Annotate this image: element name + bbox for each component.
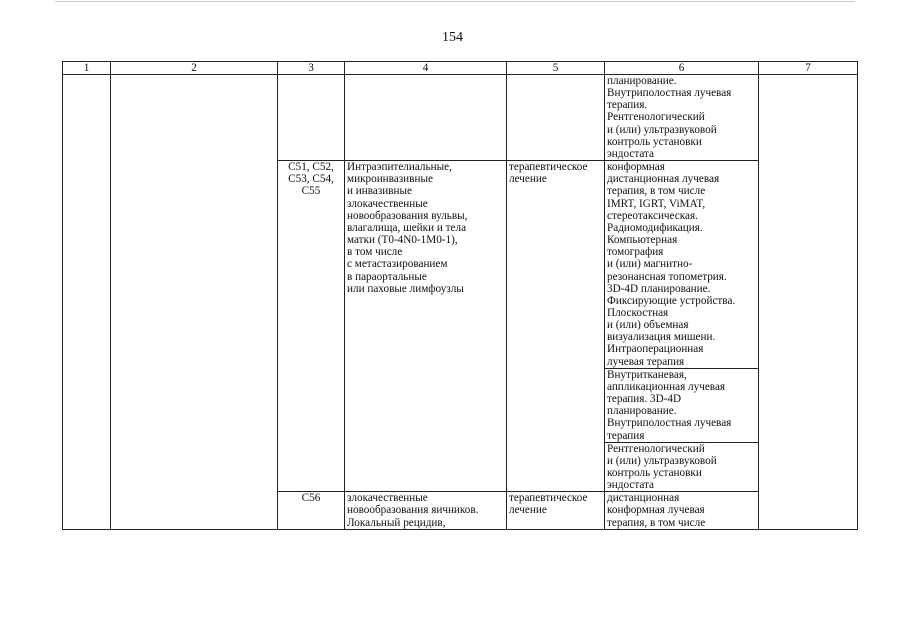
treatment-cell (507, 161, 605, 492)
text-line: Локальный рецидив, (347, 516, 446, 529)
text-line: Плоскостная (607, 306, 669, 319)
table-row (63, 75, 858, 161)
code-cell (278, 75, 345, 161)
text-line: Внутриполостная лучевая (607, 417, 732, 430)
code-cell (278, 492, 345, 529)
column-header: 7 (759, 62, 858, 75)
text-line: Интраэпителиальные, (347, 161, 452, 174)
text-line: злокачественные (347, 492, 428, 505)
text-line: стереотаксическая. (607, 209, 698, 222)
text-line: Внутриполостная лучевая (607, 87, 732, 100)
text-line: Фиксирующие устройства. (607, 294, 736, 307)
code-cell (278, 161, 345, 492)
text-line: томография (607, 246, 664, 259)
text-line: и (или) ультразвуковой (607, 454, 717, 467)
code-line: C53, C54, (288, 173, 334, 186)
treatment-cell (507, 492, 605, 529)
text-line: и (или) объемная (607, 319, 689, 332)
method-cell (605, 442, 759, 492)
method-cell (605, 161, 759, 369)
text-line: резонансная топометрия. (607, 270, 727, 283)
col1-cell (63, 75, 111, 530)
diagnosis-cell (345, 75, 507, 161)
text-line: дистанционная (607, 492, 680, 505)
text-line: терапия, в том числе (607, 185, 706, 198)
text-line: конформная лучевая (607, 504, 705, 517)
text-line: терапия (607, 429, 645, 442)
text-line: матки (T0-4N0-1M0-1), (347, 234, 458, 247)
text-line: с метастазированием (347, 258, 448, 271)
text-line: в том числе (347, 246, 403, 259)
text-line: новообразования яичников. (347, 504, 479, 517)
text-line: визуализация мишени. (607, 331, 716, 344)
text-line: Рентгенологический (607, 442, 705, 455)
col7-cell (759, 75, 858, 530)
col2-cell (111, 75, 278, 530)
column-header: 2 (111, 62, 278, 75)
text-line: контроль установки (607, 135, 702, 148)
text-line: эндостата (607, 479, 655, 492)
column-header: 5 (507, 62, 605, 75)
text-line: и инвазивные (347, 185, 413, 198)
text-line: злокачественные (347, 197, 428, 210)
method-cell (605, 368, 759, 442)
text-line: микроинвазивные (347, 173, 433, 186)
text-line: или паховые лимфоузлы (347, 282, 464, 295)
column-header: 3 (278, 62, 345, 75)
column-header: 6 (605, 62, 759, 75)
text-line: влагалища, шейки и тела (347, 221, 467, 234)
text-line: терапевтическое (509, 492, 588, 505)
text-line: Внутритканевая, (607, 368, 687, 381)
text-line: IMRT, IGRT, ViMAT, (607, 197, 706, 210)
text-line: и (или) магнитно- (607, 258, 693, 271)
top-rule (55, 1, 855, 2)
text-line: Интраоперационная (607, 343, 704, 356)
column-number-row (63, 62, 858, 75)
method-cell (605, 492, 759, 529)
text-line: дистанционная лучевая (607, 173, 720, 186)
text-line: конформная (607, 161, 665, 174)
text-line: планирование. (607, 405, 677, 418)
code-line: C55 (301, 185, 321, 198)
text-line: терапия. (607, 99, 648, 112)
column-header: 4 (345, 62, 507, 75)
page-number: 154 (442, 30, 463, 45)
method-cell (605, 75, 759, 161)
text-line: лечение (509, 504, 547, 517)
text-line: и (или) ультразвуковой (607, 123, 717, 136)
text-line: лучевая терапия (607, 355, 685, 368)
code-line: C56 (301, 492, 321, 505)
text-line: Радиомодификация. (607, 221, 703, 234)
text-line: аппликационная лучевая (607, 380, 726, 393)
text-line: планирование. (607, 75, 677, 87)
text-line: 3D-4D планирование. (607, 282, 711, 295)
text-line: новообразования вульвы, (347, 209, 468, 222)
text-line: контроль установки (607, 467, 702, 479)
code-line: C51, C52, (288, 161, 334, 174)
text-line: эндостата (607, 147, 655, 160)
text-line: терапия. 3D-4D (607, 393, 682, 406)
column-header: 1 (63, 62, 111, 75)
diagnosis-cell (345, 161, 507, 492)
diagnosis-cell (345, 492, 507, 529)
text-line: терапевтическое (509, 161, 588, 174)
text-line: Рентгенологический (607, 111, 705, 124)
text-line: терапия, в том числе (607, 516, 706, 529)
document-table (62, 61, 858, 530)
text-line: в параортальные (347, 270, 427, 283)
text-line: Компьютерная (607, 234, 678, 247)
text-line: лечение (509, 173, 547, 186)
treatment-cell (507, 75, 605, 161)
